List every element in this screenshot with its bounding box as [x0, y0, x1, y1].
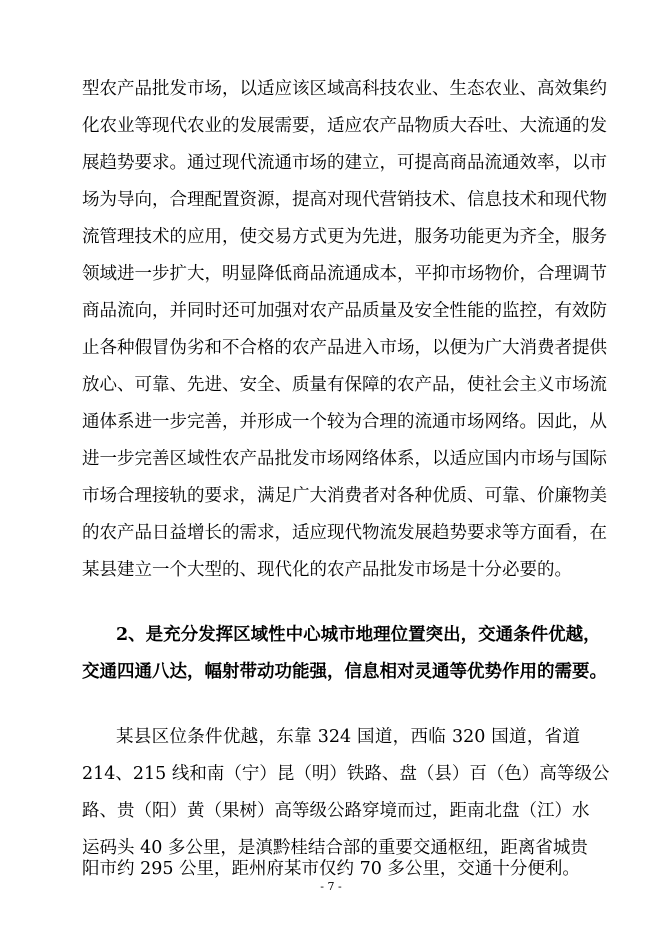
paragraph-line: 运码头 40 多公里，是滇黔桂结合部的重要交通枢纽，距离省城贵	[82, 838, 588, 858]
paragraph-line: 214、215 线和南（宁）昆（明）铁路、盘（县）百（色）高等级公	[82, 764, 610, 784]
paragraph-line: 展趋势要求。通过现代流通市场的建立，可提高商品流通效率，以市	[82, 153, 607, 173]
paragraph-line: 领域进一步扩大，明显降低商品流通成本，平抑市场物价，合理调节	[82, 264, 607, 284]
paragraph-line: 阳市约 295 公里，距州府某市仅约 70 多公里，交通十分便利。	[82, 859, 580, 879]
paragraph-line: 止各种假冒伪劣和不合格的农产品进入市场，以便为广大消费者提供	[82, 338, 607, 358]
paragraph-line: 场为导向，合理配置资源，提高对现代营销技术、信息技术和现代物	[82, 190, 607, 210]
paragraph-line: 型农产品批发市场，以适应该区域高科技农业、生态农业、高效集约	[82, 79, 607, 99]
paragraph-line: 商品流向，并同时还可加强对农产品质量及安全性能的监控，有效防	[82, 301, 607, 321]
paragraph-line: 化农业等现代农业的发展需要，适应农产品物质大吞吐、大流通的发	[82, 116, 607, 136]
paragraph-line: 某县区位条件优越，东靠 324 国道，西临 320 国道，省道	[116, 727, 580, 747]
heading-line: 交通四通八达，幅射带动功能强，信息相对灵通等优势作用的需要。	[82, 662, 607, 682]
paragraph-line: 进一步完善区域性农产品批发市场网络体系，以适应国内市场与国际	[82, 449, 607, 469]
page-number: - 7 -	[320, 880, 342, 893]
paragraph-line: 的农产品日益增长的需求，适应现代物流发展趋势要求等方面看，在	[82, 523, 607, 543]
paragraph-line: 流管理技术的应用，使交易方式更为先进，服务功能更为齐全，服务	[82, 227, 607, 247]
paragraph-line: 路、贵（阳）黄（果树）高等级公路穿境而过，距南北盘（江）水	[82, 801, 590, 821]
paragraph-line: 通体系进一步完善，并形成一个较为合理的流通市场网络。因此，从	[82, 412, 607, 432]
paragraph-line: 放心、可靠、先进、安全、质量有保障的农产品，使社会主义市场流	[82, 375, 607, 395]
paragraph-line: 市场合理接轨的要求，满足广大消费者对各种优质、可靠、价廉物美	[82, 486, 607, 506]
paragraph-line: 某县建立一个大型的、现代化的农产品批发市场是十分必要的。	[82, 560, 572, 580]
heading-line: 2、是充分发挥区域性中心城市地理位置突出，交通条件优越，	[116, 625, 601, 645]
